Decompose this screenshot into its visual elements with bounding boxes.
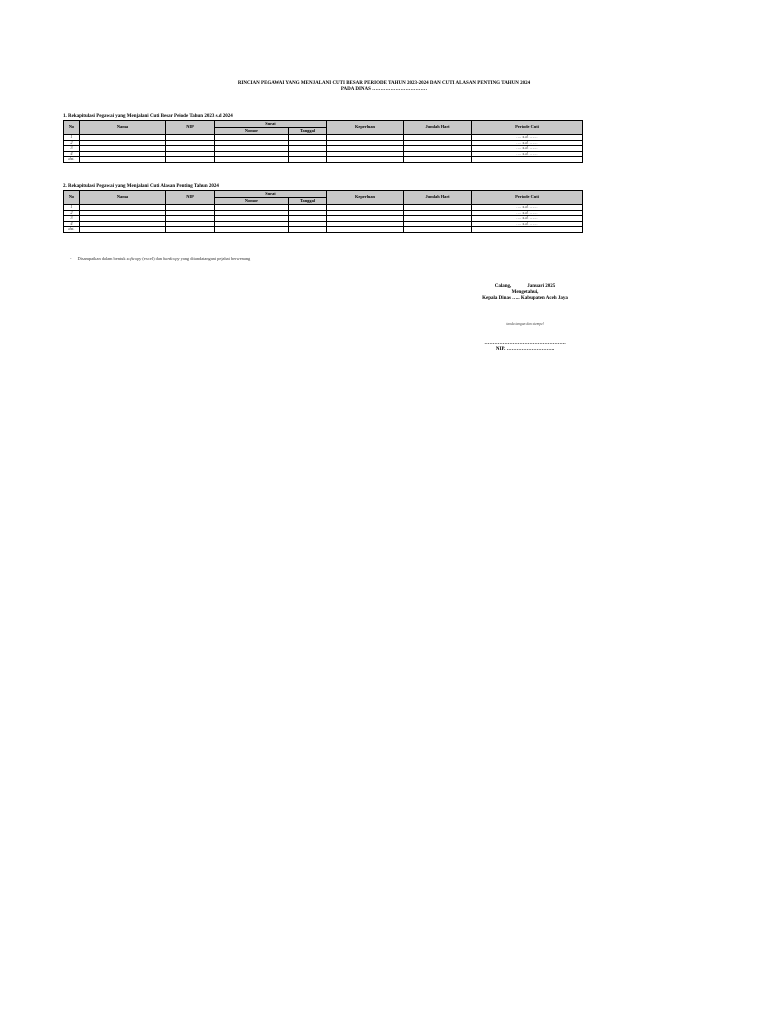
note-text-middle: (excel) dan [141,256,164,261]
col-nama: Nama [80,121,166,135]
row-no: 2 [64,140,80,146]
note-text-start: Disampaikan dalam bentuk [77,256,127,261]
col-nama: Nama [80,191,166,205]
col-keperluan: Keperluan [327,191,404,205]
col-nip: NIP [166,121,215,135]
col-no: No [64,121,80,135]
note-softcopy: softcopy [126,256,142,261]
document-subtitle: PADA DINAS …………………………… [340,87,428,92]
row-no: 3 [64,216,80,222]
row-periode [472,157,583,163]
table-row [64,157,583,163]
row-nip [166,157,215,163]
row-keperluan [327,227,404,233]
row-periode: …. s.d. …… [472,146,583,152]
row-jumlah-hari [404,157,472,163]
row-nama [80,157,166,163]
row-periode: …. s.d. …… [472,140,583,146]
signature-position: Kepala Dinas ….. Kabupaten Aceh Jaya [482,296,568,301]
col-nip: NIP [166,191,215,205]
col-tanggal: Tanggal [289,198,327,205]
row-no: 3 [64,146,80,152]
col-no: No [64,191,80,205]
col-nomor: Nomor [215,198,289,205]
col-jumlah-hari: Jumlah Hari [404,191,472,205]
row-jumlah-hari [404,227,472,233]
col-jumlah-hari: Jumlah Hari [404,121,472,135]
signature-place: Calang, [494,284,512,289]
submission-note [70,256,250,261]
row-periode: …. s.d. …… [472,135,583,141]
signature-name-line: …………………………………………. [484,341,566,346]
row-no: dst. [64,157,80,163]
col-periode-cuti: Periode Cuti [472,191,583,205]
row-nomor [215,157,289,163]
signature-nip-line: NIP. ……………………….. [495,347,555,352]
section1-label: 1. Rekapitulasi Pegawai yang Menjalani Cuti Besar Peiode Tahun 2023 s.d 2024 [63,114,233,119]
col-nomor: Nomor [215,128,289,135]
row-periode: …. s.d. …… [472,216,583,222]
row-no: 1 [64,205,80,211]
row-no: 4 [64,221,80,227]
row-no: 2 [64,210,80,216]
row-no: 4 [64,151,80,157]
note-text-end: yang ditandatangani pejabat berwenang [179,256,251,261]
row-no: dst. [64,227,80,233]
signature-stamp-note: tanda tangan dan stempel [506,322,544,326]
row-periode [472,227,583,233]
row-keperluan [327,157,404,163]
row-nomor [215,227,289,233]
row-tanggal [289,227,327,233]
row-no: 1 [64,135,80,141]
row-periode: …. s.d. …… [472,210,583,216]
col-periode-cuti: Periode Cuti [472,121,583,135]
col-keperluan: Keperluan [327,121,404,135]
note-bullet: - [70,256,72,261]
col-surat: Surat [215,191,327,198]
row-periode: …. s.d. …… [472,221,583,227]
note-hardcopy: hardcopy [163,256,180,261]
cuti-alasan-penting-table [63,190,583,233]
row-periode: …. s.d. …… [472,151,583,157]
document-title: RINCIAN PEGAWAI YANG MENJALANI CUTI BESAR PERIODE TAHUN 2023-2024 DAN CUTI ALASAN PENTING TAHUN 2024 [237,81,531,86]
col-surat: Surat [215,121,327,128]
row-periode: …. s.d. …… [472,205,583,211]
table-row [64,227,583,233]
signature-date: Januari 2025 [527,284,556,289]
signature-mengetahui: Mengetahui, [511,290,539,295]
row-nama [80,227,166,233]
cuti-besar-table [63,120,583,163]
row-tanggal [289,157,327,163]
section2-label: 2. Rekapitulasi Pegawai yang Menjalani Cuti Alasan Penting Tahun 2024 [63,184,219,189]
col-tanggal: Tanggal [289,128,327,135]
row-nip [166,227,215,233]
